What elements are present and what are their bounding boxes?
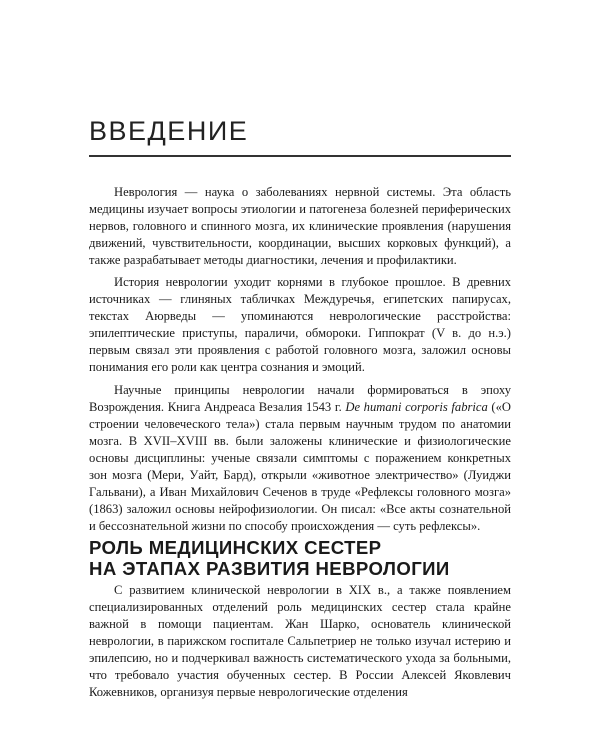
section-paragraph-1: С развитием клинической неврологии в XIX в., а также появлением специализированных отделений роль медицинских сестер стала крайне важной в помощи пациентам. Жан Шарко, основатель клинической неврологии, в парижском госпитале Сальпетриер не только изучал истерию и эпилепсию, но и подчеркивал важность систематического ухода за больными, что требовало участия обученных сестер. В России Алексей Яковлевич Кожевников, организуя первые неврологические отделения	[89, 583, 511, 700]
section-text	[89, 582, 511, 706]
book-title-latin: De humani corporis fabrica	[345, 399, 488, 414]
section-heading	[89, 537, 511, 579]
section-heading-line-1: РОЛЬ МЕДИЦИНСКИХ СЕСТЕР	[89, 537, 382, 558]
title-underline-rule	[89, 155, 511, 157]
intro-text	[89, 184, 511, 540]
intro-paragraph-3: Научные принципы неврологии начали формироваться в эпоху Возрождения. Книга Андреаса Везалия 1543 г. De humani corporis fabrica («О строении человеческого тела») стала первым научным трудом по анатомии мозга. В XVII–XVIII вв. были заложены клинические и физиологические основы дисциплины: ученые связали симптомы с поражением конкретных зон мозга (Мери, Уайт, Бард), открыли «животное электричество» (Луиджи Гальвани), а Иван Михайлович Сеченов в труде «Рефлексы головного мозга» (1863) заложил основы нейрофизиологии. Он писал: «Все акты сознательной и бессознательной жизни по способу происхождения — суть рефлексы».	[89, 382, 511, 533]
chapter-title: ВВЕДЕНИЕ	[89, 116, 249, 146]
intro-paragraph-1: Неврология — наука о заболеваниях нервной системы. Эта область медицины изучает вопросы этиологии и патогенеза болезней периферических нервов, головного и спинного мозга, их клинические проявления (нарушения движений, чувствительности, координации, высших корковых функций), а также разрабатывает методы диагностики, лечения и профилактики.	[89, 185, 511, 268]
section-heading-line-2: НА ЭТАПАХ РАЗВИТИЯ НЕВРОЛОГИИ	[89, 558, 450, 579]
intro-paragraph-2: История неврологии уходит корнями в глубокое прошлое. В древних источниках — глиняных табличках Междуречья, египетских папирусах, текстах Аюрведы — упоминаются неврологические расстройства: эпилептические приступы, параличи, обмороки. Гиппократ (V в. до н.э.) первым связал эти проявления с работой головного мозга, заложил основы понимания его роли как центра сознания и эмоций.	[89, 275, 511, 375]
